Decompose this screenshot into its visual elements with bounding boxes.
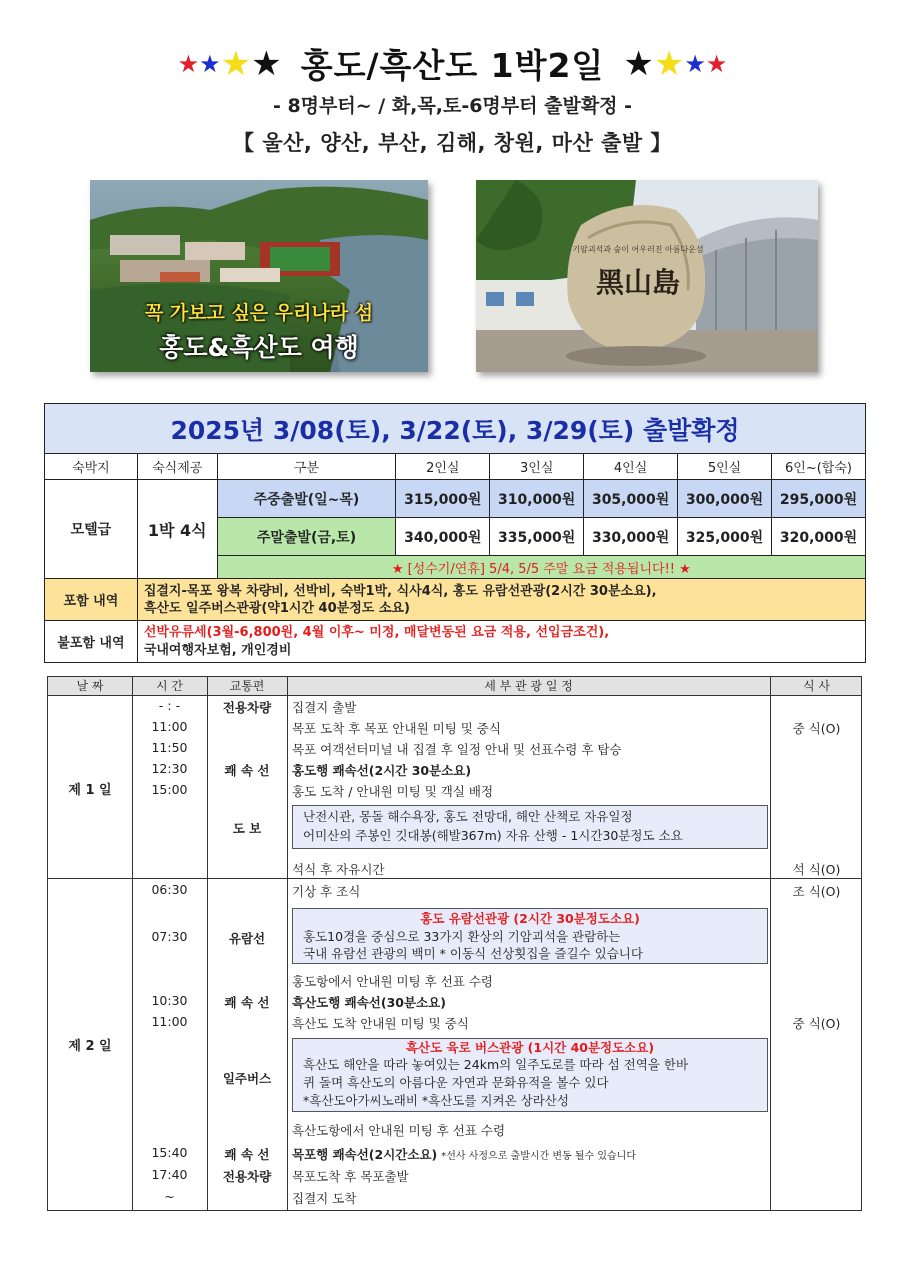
header-transport: 교통편 xyxy=(229,679,265,693)
header-room-5: 5인실 xyxy=(678,454,772,480)
excluded-label: 불포함 내역 xyxy=(45,621,138,663)
header-category: 구분 xyxy=(217,454,396,480)
price-cell: 305,000원 xyxy=(584,480,678,518)
day2-detail: 홍도항에서 안내원 미팅 후 선표 수령 xyxy=(292,974,493,989)
yellow-star-icon: ★ xyxy=(653,43,685,84)
day1-transport-walk: 도 보 xyxy=(232,821,262,836)
day2-transport-car: 전용차량 xyxy=(222,1169,272,1184)
day1-time: 12:30 xyxy=(151,761,188,776)
cruise-line: 국내 유람선 관광의 백미 * 이동식 선상횟집을 즐길수 있습니다 xyxy=(303,946,643,961)
ferry-mokpo-text: 목포행 쾌속선(2시간소요) xyxy=(292,1147,438,1162)
weekday-price-row xyxy=(45,480,866,518)
photo-caption-line2: 홍도&흑산도 여행 xyxy=(159,333,359,362)
day2-detail-ferry-mokpo xyxy=(292,1145,636,1163)
header-time: 시 간 xyxy=(156,679,183,693)
red-star-icon: ★ xyxy=(705,49,728,78)
day2-time: 07:30 xyxy=(151,929,188,944)
header-room-4: 4인실 xyxy=(584,454,678,480)
day2-time: 10:30 xyxy=(151,993,188,1008)
hongdo-village-photo xyxy=(90,180,428,372)
column-divider xyxy=(287,677,288,1210)
price-table xyxy=(44,403,866,663)
column-divider xyxy=(770,677,771,1210)
day2-breakfast: 조 식(O) xyxy=(792,884,841,899)
day2-detail: 집결지 도착 xyxy=(292,1191,357,1206)
schedule-table xyxy=(47,676,862,1211)
header-date: 날 짜 xyxy=(76,679,104,693)
price-cell: 295,000원 xyxy=(771,480,865,518)
peak-season-notice: ★ [성수기/연휴] 5/4, 5/5 주말 요금 적용됩니다!! ★ xyxy=(217,556,865,579)
price-cell: 340,000원 xyxy=(396,518,490,556)
day2-cruise-box xyxy=(292,908,768,964)
price-cell: 330,000원 xyxy=(584,518,678,556)
price-cell: 310,000원 xyxy=(490,480,584,518)
header-details: 세 부 관 광 일 정 xyxy=(484,679,573,693)
included-line: 흑산도 일주버스관광(약1시간 40분정도 소요) xyxy=(143,600,410,616)
cruise-title: 홍도 유람선관광 (2시간 30분정도소요) xyxy=(420,911,640,926)
day1-detail: 홍도행 쾌속선(2시간 30분소요) xyxy=(292,763,472,778)
header-room-2: 2인실 xyxy=(396,454,490,480)
day1-detail: 석식 후 자유시간 xyxy=(292,862,385,877)
price-cell: 325,000원 xyxy=(678,518,772,556)
day1-detail: 목포 도착 후 목포 안내원 미팅 및 중식 xyxy=(292,721,501,736)
weekday-label: 주중출발(일~목) xyxy=(217,480,396,518)
day2-transport-ferry: 쾌 속 선 xyxy=(224,995,270,1010)
day2-detail: 목포도착 후 목포출발 xyxy=(292,1169,409,1184)
price-cell: 315,000원 xyxy=(396,480,490,518)
day2-time: 15:40 xyxy=(151,1145,188,1160)
price-table-header xyxy=(45,454,866,480)
day-separator xyxy=(48,878,861,879)
day2-detail: 흑산도 도착 안내원 미팅 및 중식 xyxy=(292,1016,469,1031)
departure-condition: - 8명부터~ / 화,목,토-6명부터 출발확정 - xyxy=(272,95,633,117)
day1-detail: 집결지 출발 xyxy=(292,700,357,715)
day1-time: - : - xyxy=(158,698,181,713)
day1-transport-car: 전용차량 xyxy=(222,700,272,715)
included-line: 집결지-목포 왕복 차량비, 선박비, 숙박1박, 식사4식, 홍도 유람선관광(2시간 30분소요), xyxy=(143,583,657,599)
day2-time: 11:00 xyxy=(151,1014,188,1029)
day2-label: 제 2 일 xyxy=(68,1039,112,1054)
day2-bus-tour-box xyxy=(292,1038,768,1112)
price-cell: 300,000원 xyxy=(678,480,772,518)
day2-time: 06:30 xyxy=(151,882,188,897)
schedule-header xyxy=(48,677,861,696)
free-schedule-line: 어미산의 주봉인 깃대봉(해발367m) 자유 산행 - 1시간30분정도 소요 xyxy=(303,828,683,843)
included-label: 포함 내역 xyxy=(45,579,138,621)
page-title-row xyxy=(0,40,905,87)
day1-time: 11:00 xyxy=(151,719,188,734)
day2-detail: 흑산도행 쾌속선(30분소요) xyxy=(292,995,446,1010)
bus-tour-title: 흑산도 육로 버스관광 (1시간 40분정도소요) xyxy=(405,1040,655,1055)
day2-transport-bus: 일주버스 xyxy=(222,1071,272,1086)
free-schedule-line: 난전시관, 몽돌 해수욕장, 홍도 전망대, 해안 산책로 자유일정 xyxy=(303,809,633,824)
price-cell: 320,000원 xyxy=(771,518,865,556)
header-meals: 숙식제공 xyxy=(137,454,217,480)
black-star-icon: ★ xyxy=(623,43,654,84)
bus-tour-line: 흑산도 해안을 따라 놓여있는 24km의 일주도로를 따라 섬 전역을 한바 xyxy=(303,1057,689,1072)
excluded-line: 국내여행자보험, 개인경비 xyxy=(143,642,292,658)
day1-free-schedule-box xyxy=(292,805,768,849)
departure-cities: 【 울산, 양산, 부산, 김해, 창원, 마산 출발 】 xyxy=(233,131,672,155)
excluded-line: 선박유류세(3월-6,800원, 4월 이후~ 미정, 매달변동된 요금 적용, 선입금조건), xyxy=(143,624,610,640)
weekend-label: 주말출발(금,토) xyxy=(217,518,396,556)
excluded-row xyxy=(45,621,866,663)
day1-transport-ferry: 쾌 속 선 xyxy=(224,763,270,778)
departure-dates-banner: 2025년 3/08(토), 3/22(토), 3/29(토) 출발확정 xyxy=(45,404,866,454)
day1-label: 제 1 일 xyxy=(68,783,112,798)
heuksando-stone-photo xyxy=(476,180,818,372)
lodging-type: 모텔급 xyxy=(45,480,138,579)
bus-tour-line: 퀴 돌며 흑산도의 아름다운 자연과 문화유적을 볼수 있다 xyxy=(303,1075,609,1090)
meal-plan: 1박 4식 xyxy=(137,480,217,579)
price-cell: 335,000원 xyxy=(490,518,584,556)
header-room-6: 6인~(합숙) xyxy=(771,454,865,480)
header-room-3: 3인실 xyxy=(490,454,584,480)
day2-detail: 흑산도항에서 안내원 미팅 후 선표 수령 xyxy=(292,1123,506,1138)
ferry-change-note: *선사 사정으로 출발시간 변동 될수 있습니다 xyxy=(441,1151,636,1162)
day2-transport-cruise: 유람선 xyxy=(228,931,266,946)
header-lodging: 숙박지 xyxy=(45,454,138,480)
yellow-star-icon: ★ xyxy=(220,43,252,84)
day1-time: 15:00 xyxy=(151,782,188,797)
header-meal: 식 사 xyxy=(803,679,830,693)
bus-tour-line: *흑산도아가씨노래비 *흑산도를 지켜온 상라산성 xyxy=(303,1093,569,1108)
photo-caption-line1: 꼭 가보고 싶은 우리나라 섬 xyxy=(144,302,374,324)
blue-star-icon: ★ xyxy=(684,49,706,78)
day2-detail: 기상 후 조식 xyxy=(292,884,361,899)
day1-detail: 홍도 도착 / 안내원 미팅 및 객실 배정 xyxy=(292,784,494,799)
blue-star-icon: ★ xyxy=(199,49,221,78)
day2-lunch: 중 식(O) xyxy=(792,1016,841,1031)
day2-transport-ferry: 쾌 속 선 xyxy=(224,1147,270,1162)
day2-time: 17:40 xyxy=(151,1167,188,1182)
page-title: 홍도/흑산도 1박2일 xyxy=(300,46,605,85)
stone-inscription: 黑山島 xyxy=(595,266,681,299)
excluded-items xyxy=(137,621,865,663)
day1-detail: 목포 여객선터미널 내 집결 후 일정 안내 및 선표수령 후 탑승 xyxy=(292,742,622,757)
included-row xyxy=(45,579,866,621)
day1-dinner: 석 식(O) xyxy=(792,862,841,877)
day2-time: ~ xyxy=(164,1189,175,1204)
included-items xyxy=(137,579,865,621)
cruise-line: 홍도10경을 중심으로 33가지 환상의 기암괴석을 관람하는 xyxy=(303,929,621,944)
red-star-icon: ★ xyxy=(177,49,200,78)
day1-lunch: 중 식(O) xyxy=(792,721,841,736)
black-star-icon: ★ xyxy=(251,43,282,84)
stone-inscription-top: 기암괴석과 숲이 어우러진 아름다운섬 xyxy=(572,245,704,254)
day1-time: 11:50 xyxy=(151,740,188,755)
